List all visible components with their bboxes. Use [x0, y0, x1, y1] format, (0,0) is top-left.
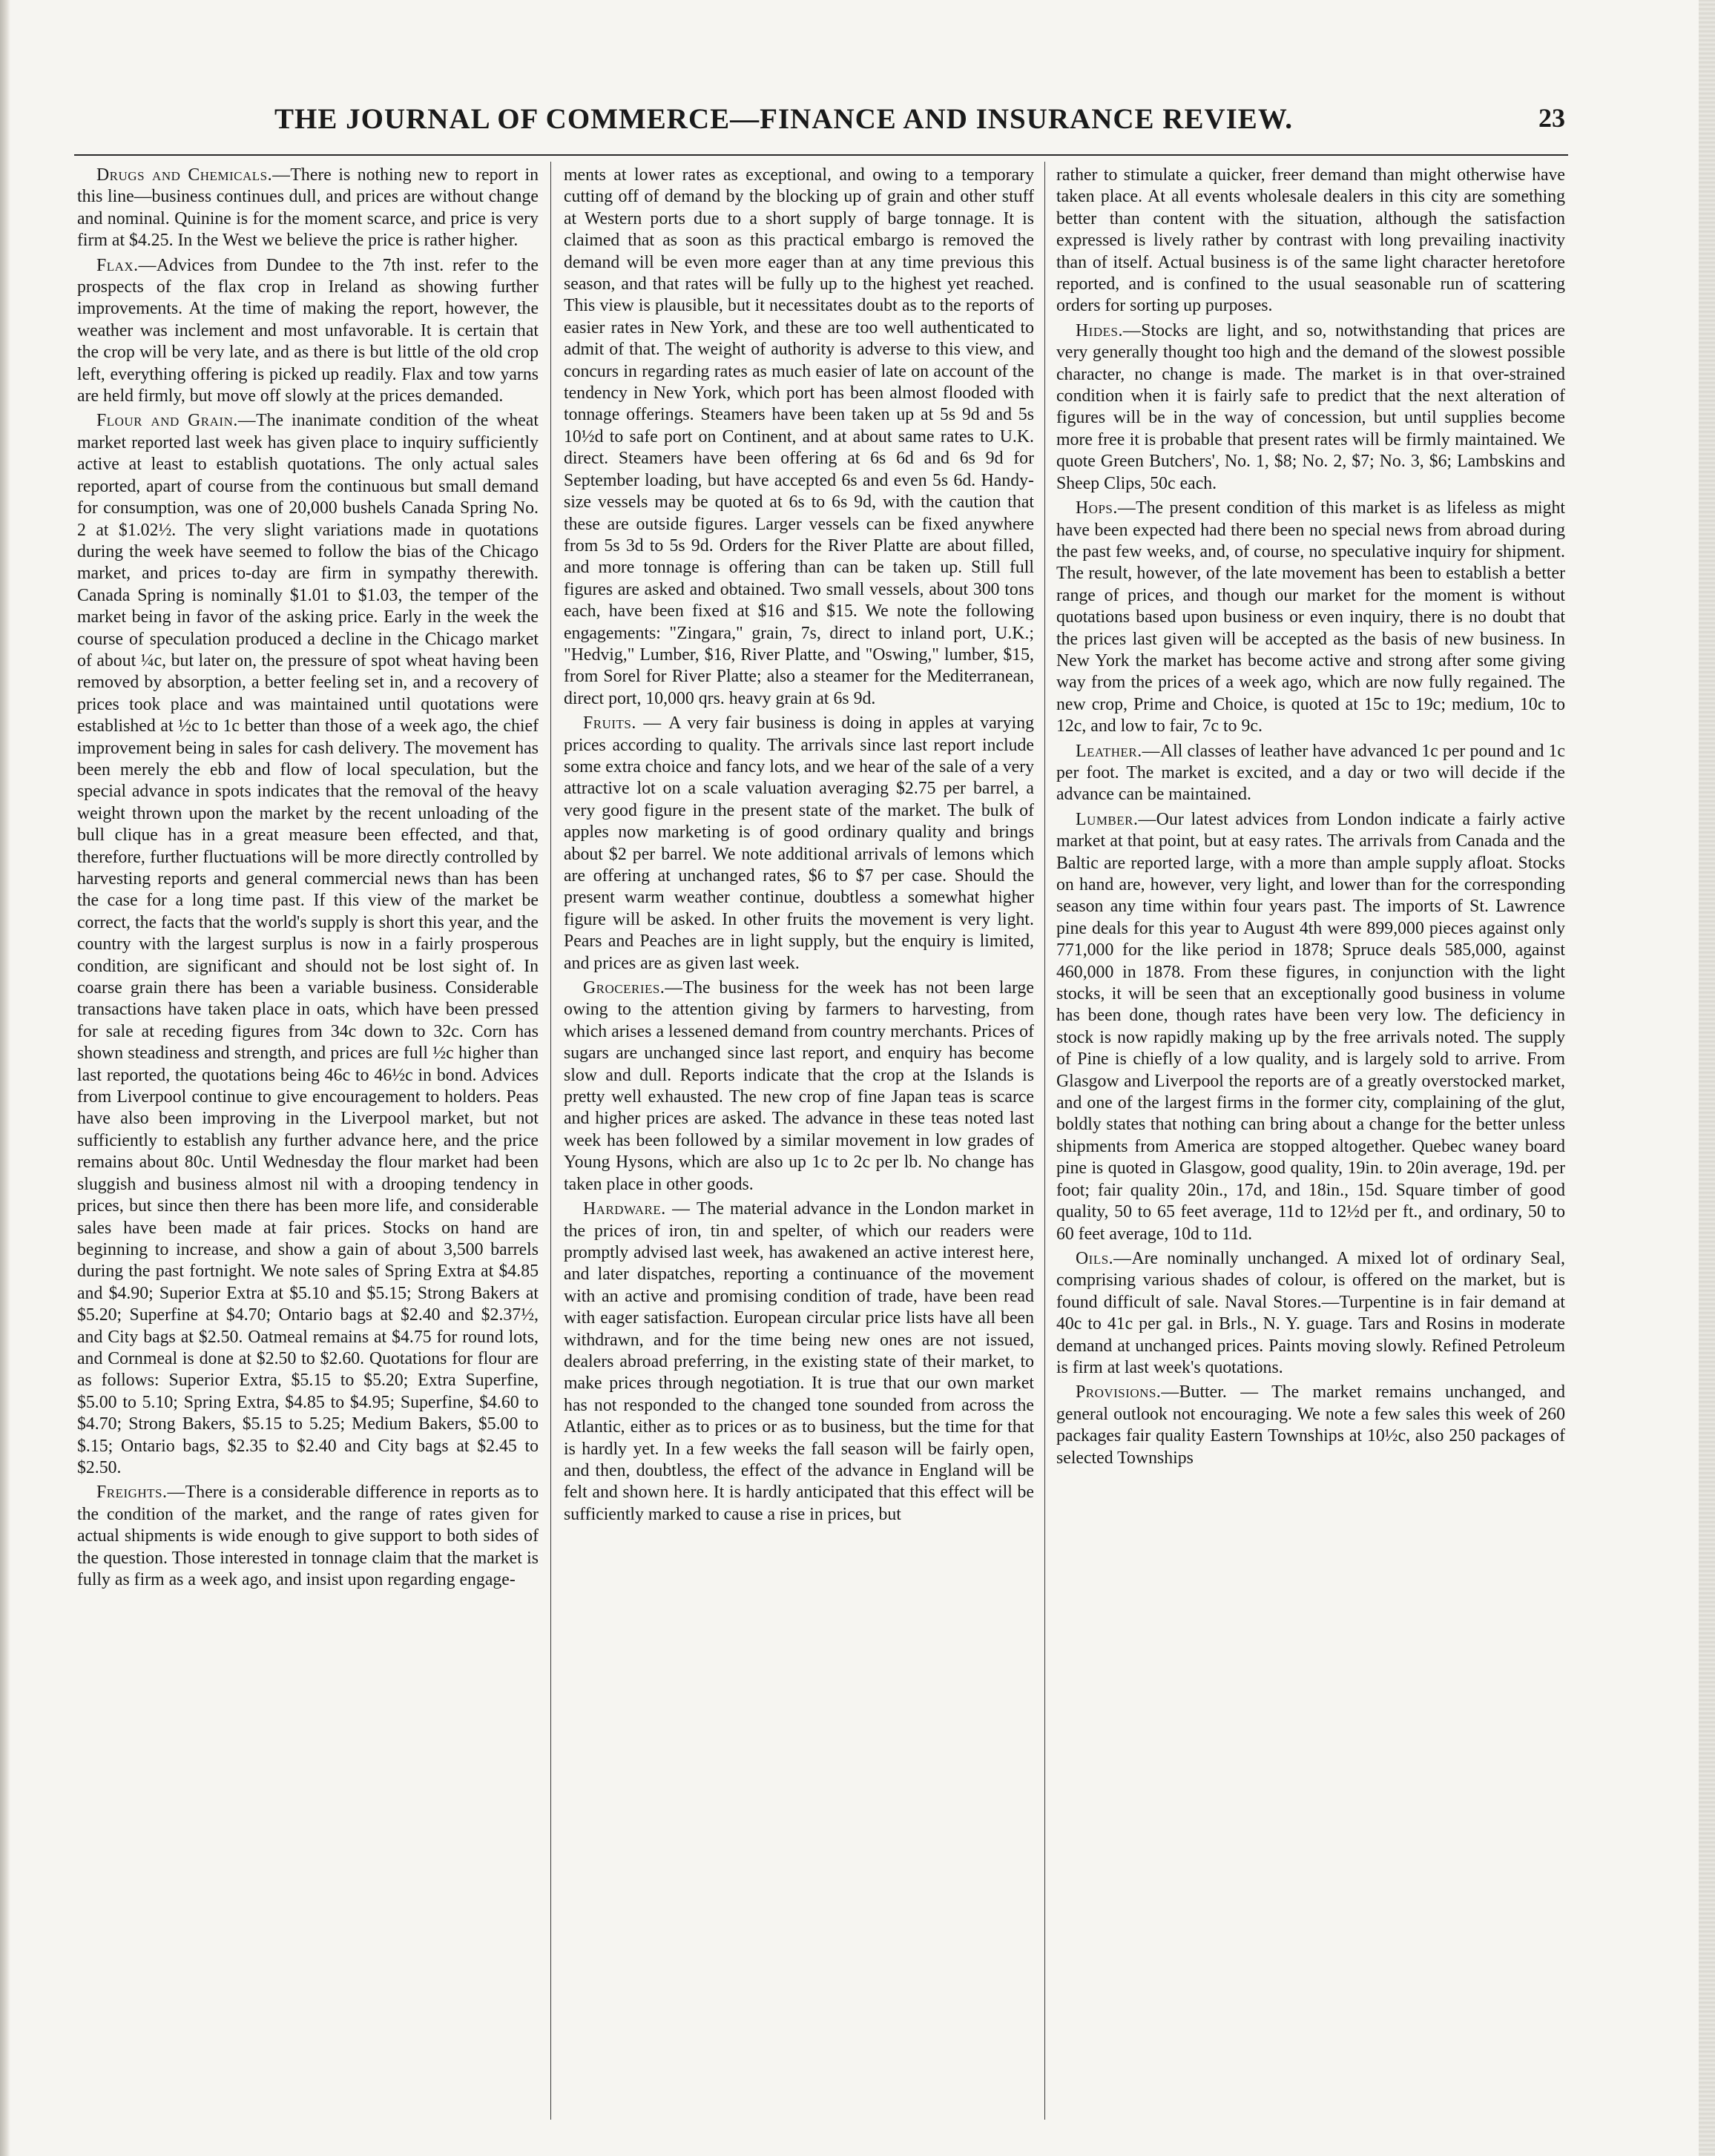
article-heading: Leather.—	[1076, 741, 1160, 761]
article-hides	[1056, 320, 1565, 495]
article-freights-continued	[564, 165, 1034, 710]
article-flour-and-grain	[77, 410, 539, 1479]
article-heading: Hides.—	[1076, 320, 1142, 340]
article-body: The inanimate condition of the wheat market reported last week has given place to inquiry sufficiently active at least to establish quotations. The only actual sales reported, apart of course from the continuous but small demand for consumption, was one of 20,000 bushels Canada Spring No. 2 at $1.02½. The very slight variations made in quotations during the week have seemed to follow the bias of the Chicago market, and prices to-day are firm in sympathy therewith. Canada Spring is nominally $1.01 to $1.03, the temper of the market being in favor of the asking price. Early in the week the course of speculation produced a decline in the Chicago market of about ¼c, but later on, the pressure of spot wheat having been removed by absorption, a better feeling set in, and a recovery of prices took place and was maintained until quotations were established at ½c to 1c better than those of a week ago, the chief improvement being in sales for cash delivery. The movement has been merely the ebb and flow of local speculation, but the special advance in spots indicates that the removal of the heavy weight thrown upon the market by the recent unloading of the bull clique has in a great measure been effected, and that, therefore, further fluctuations will be more directly controlled by harvesting reports and general commercial news than has been the case for a long time past. If this view of the market be correct, the facts that the world's supply is short this year, and the country with the largest surplus is now in a fairly prosperous condition, are significant and should not be lost sight of. In coarse grain there has been a variable business. Considerable transactions have taken place in oats, which have been pressed for sale at receding figures from 34c down to 32c. Corn has shown steadiness and strength, and prices are full ½c higher than last reported, the quotations being 46c to 46½c in bond. Advices from Liverpool continue to give encouragement to holders. Peas have also been improving in the Liverpool market, but not sufficiently to establish any further advance here, and the price remains about 80c. Until Wednesday the flour market had been sluggish and business almost nil with a drooping tendency in prices, but since then there has been more life, and considerable sales have been made at fair prices. Stocks on hand are beginning to increase, and show a gain of about 3,500 barrels during the past fortnight. We note sales of Spring Extra at $4.85 and $4.90; Superior Extra at $5.10 and $5.15; Strong Bakers at $5.20; Superfine at $4.70; Ontario bags at $2.40 and $2.37½, and City bags at $2.50. Oatmeal remains at $4.75 for round lots, and Cornmeal is done at $2.50 to $2.60. Quotations for flour are as follows: Superior Extra, $5.15 to $5.20; Extra Superfine, $5.00 to 5.10; Spring Extra, $4.85 to $4.95; Superfine, $4.60 to $4.70; Strong Bakers, $5.15 to 5.25; Medium Bakers, $5.00 to $.15; Ontario bags, $2.35 to $2.40 and City bags at $2.45 to $2.50.	[77, 411, 539, 1477]
article-body: Stocks are light, and so, notwithstanding that prices are very generally thought too high and the demand of the slowest possible character, no change is made. The market is in that over-strained condition when it is fairly safe to predict that the next alteration of figures will be in the way of concession, but until supplies become more free it is probable that present rates will be firmly maintained. We quote Green Butchers', No. 1, $8; No. 2, $7; No. 3, $6; Lambskins and Sheep Clips, 50c each.	[1056, 320, 1565, 493]
column-separator	[1044, 162, 1045, 2120]
article-body: A very fair business is doing in apples at varying prices according to quality. The arrivals since last report include some extra choice and fancy lots, and we hear of the sale of a very attractive lot on a scale valuation averaging $2.75 per barrel, a very good figure in the present state of the market. The bulk of apples now marketing is of good ordinary quality and brings about $2 per barrel. We note additional arrivals of lemons which are offering at unchanged rates, $6 to $7 per case. Should the present warm weather continue, doubtless a somewhat higher figure will be asked. In other fruits the movement is very light. Pears and Peaches are in light supply, but the enquiry is limited, and prices are as given last week.	[564, 713, 1034, 973]
article-heading: Drugs and Chemicals.—	[96, 165, 291, 185]
article-heading: Provisions.—	[1076, 1382, 1179, 1402]
article-body: There is nothing new to report in this line—business continues dull, and prices are without change and nominal. Quinine is for the moment scarce, and price is very firm at $4.25. In the West we believe the price is rather higher.	[77, 165, 539, 251]
article-body: Advices from Dundee to the 7th inst. refer to the prospects of the flax crop in Ireland as showing further improvements. At the time of making the report, however, the weather was inclement and most unfavorable. It is certain that the crop will be very late, and as there is but little of the old crop left, everything offering is picked up readily. Flax and tow yarns are held firmly, but move off slowly at the prices demanded.	[77, 255, 539, 406]
article-body: Butter. — The market remains unchanged, and general outlook not encouraging. We note a few sales this week of 260 packages fair quality Eastern Townships at 10½c, also 250 packages of selected Townships	[1056, 1382, 1565, 1468]
article-oils	[1056, 1248, 1565, 1379]
article-heading: Groceries.—	[583, 978, 683, 998]
page-number: 23	[1538, 103, 1565, 133]
article-provisions	[1056, 1382, 1565, 1469]
column-2	[564, 165, 1034, 2130]
article-body: The business for the week has not been large owing to the attention giving by farmers to harvesting, from which arises a lessened demand from country merchants. Prices of sugars are unchanged since last report, and enquiry has become slow and dull. Reports indicate that the crop at the Islands is pretty well exhausted. The new crop of fine Japan teas is scarce and higher prices are asked. The advance in these teas noted last week has been followed by a similar movement in low grades of Young Hysons, which are also up 1c to 2c per lb. No change has taken place in other goods.	[564, 978, 1034, 1194]
page-header	[274, 102, 1565, 141]
article-heading: Flour and Grain.—	[96, 411, 257, 431]
article-body: Our latest advices from London indicate a fairly active market at that point, but at easy rates. The arrivals from Canada and the Baltic are reported large, with a more than ample supply afloat. Stocks on hand are, however, very light, and lower than for the corresponding season any time within four years past. The imports of St. Lawrence pine deals for this year to August 4th were 899,000 pieces against only 771,000 for the like period in 1878; Spruce deals 585,000, against 460,000 in 1878. From these figures, in conjunction with the light stocks, it will be seen that an exceptionally good business in volume has been done, though rates have been very low. The deficiency in stock is now rapidly making up by the free arrivals noted. The supply of Pine is chiefly of a low quality, and is largely sold to arrive. From Glasgow and Liverpool the reports are of a greatly overstocked market, and one of the largest firms in the former city, complaining of the glut, boldly states that nothing can bring about a change for the better unless shipments from America are stopped altogether. Quebec waney board pine is quoted in Glasgow, good quality, 19in. to 20in average, 19d. per foot; fair quality 20in., 17d, and 18in., 15d. Square timber of good quality, 50 to 65 feet average, 11d to 12½d per ft., and ordinary, 50 to 60 feet average, 10d to 11d.	[1056, 809, 1565, 1244]
article-hardware-continued	[1056, 165, 1565, 317]
article-lumber	[1056, 809, 1565, 1245]
article-body: All classes of leather have advanced 1c per pound and 1c per foot. The market is excited, and a day or two will decide if the advance can be maintained.	[1056, 741, 1565, 805]
column-separator	[550, 162, 551, 2120]
article-hops	[1056, 498, 1565, 737]
article-hardware	[564, 1199, 1034, 1526]
article-heading: Hops.—	[1076, 498, 1136, 518]
page-binding-edge	[0, 0, 10, 2156]
article-body: The present condition of this market is as lifeless as might have been expected had there been no special news from abroad during the past few weeks, and, of course, no speculative inquiry for shipment. The result, however, of the late movement has been to establish a better range of prices, and though our market for the moment is without quotations based upon business or even inquiry, there is no doubt that the prices last given will be accepted as the basis of new business. In New York the market has become active and strong after some giving way from the prices of a week ago, which are now fully regained. The new crop, Prime and Choice, is quoted at 15c to 19c; medium, 10c to 12c, and low to fair, 7c to 9c.	[1056, 498, 1565, 736]
journal-title: THE JOURNAL OF COMMERCE—FINANCE AND INSURANCE REVIEW.	[274, 103, 1293, 135]
page-right-edge	[1699, 0, 1715, 2156]
article-body: rather to stimulate a quicker, freer demand than might otherwise have taken place. At all events wholesale dealers in this city are something better than content with the situation, although the satisfaction expressed is lively rather by contrast with long prevailing inactivity than of itself. Actual business is of the same light character heretofore reported, and is confined to the usual seasonable run of scattering orders for sorting up purposes.	[1056, 165, 1565, 316]
article-heading: Hardware. —	[583, 1199, 697, 1219]
article-drugs-and-chemicals	[77, 165, 539, 252]
article-heading: Lumber.—	[1076, 809, 1156, 829]
header-rule	[74, 154, 1568, 156]
article-heading: Freights.—	[96, 1483, 185, 1503]
article-body: There is a considerable difference in reports as to the condition of the market, and the range of rates given for actual shipments is wide enough to give support to both sides of the question. Those interested in tonnage claim that the market is fully as firm as a week ago, and insist upon regarding engage-	[77, 1483, 539, 1589]
article-body: Are nominally unchanged. A mixed lot of ordinary Seal, comprising various shades of colour, is offered on the market, but is found difficult of sale. Naval Stores.—Turpentine is in fair demand at 40c to 41c per gal. in Brls., N. Y. guage. Tars and Rosins in moderate demand at unchanged prices. Paints moving slowly. Refined Petroleum is firm at last week's quotations.	[1056, 1248, 1565, 1377]
article-groceries	[564, 978, 1034, 1196]
article-heading: Oils.—	[1076, 1248, 1132, 1268]
article-heading: Flax.—	[96, 255, 157, 275]
article-body: ments at lower rates as exceptional, and owing to a temporary cutting off of demand by the blocking up of grain and other stuff at Western ports due to a short supply of barge tonnage. It is claimed that as soon as this practical embargo is removed the demand will be even more eager than at any time previous this season, and that rates will be fully up to the highest yet reached. This view is plausible, but it necessitates doubt as to the reports of easier rates in New York, and these are too well authenticated to admit of that. The weight of authority is adverse to this view, and concurs in regarding rates as much easier of late on account of the tendency in New York, which port has been almost flooded with tonnage offerings. Steamers have been taken up at 5s 9d and 5s 10½d to safe port on Continent, and at about same rates to U.K. direct. Steamers have been offering at 6s 6d and 6s 9d for September loading, but have accepted 6s and even 5s 6d. Handy-size vessels may be quoted at 6s to 6s 9d, with the caution that these are outside figures. Larger vessels can be fixed anywhere from 5s 3d to 5s 9d. Orders for the River Platte are about filled, and more tonnage is offering than can be taken up. Still full figures are asked and obtained. Two small vessels, about 300 tons each, have been fixed at $16 and $15. We note the following engagements: "Zingara," grain, 7s, direct to inland port, U.K.; "Hedvig," Lumber, $16, River Platte, and "Oswing," lumber, $15, from Sorel for River Platte; also a steamer for the Mediterranean, direct port, 10,000 qrs. heavy grain at 6s 9d.	[564, 165, 1034, 708]
article-fruits	[564, 713, 1034, 975]
article-freights	[77, 1482, 539, 1591]
article-heading: Fruits. —	[583, 713, 669, 733]
column-3	[1056, 165, 1565, 2130]
column-1	[77, 165, 539, 2130]
article-flax	[77, 255, 539, 408]
article-leather	[1056, 741, 1565, 806]
article-body: The material advance in the London market in the prices of iron, tin and spelter, of which our readers were promptly advised last week, has awakened an active interest here, and later dispatches, reporting a continuance of the movement with an active and promising condition of trade, have been read with eager satisfaction. European circular price lists have all been withdrawn, and for the time being new ones are not issued, dealers abroad preferring, in the existing state of their market, to make prices through negotiation. It is true that our own market has not responded to the changed tone sounded from across the Atlantic, either as to prices or as to business, but the time for that is hardly yet. In a few weeks the fall season will be fairly open, and then, doubtless, the effect of the advance in England will be felt and shown here. It is hardly anticipated that this effect will be sufficiently marked to cause a rise in prices, but	[564, 1199, 1034, 1524]
